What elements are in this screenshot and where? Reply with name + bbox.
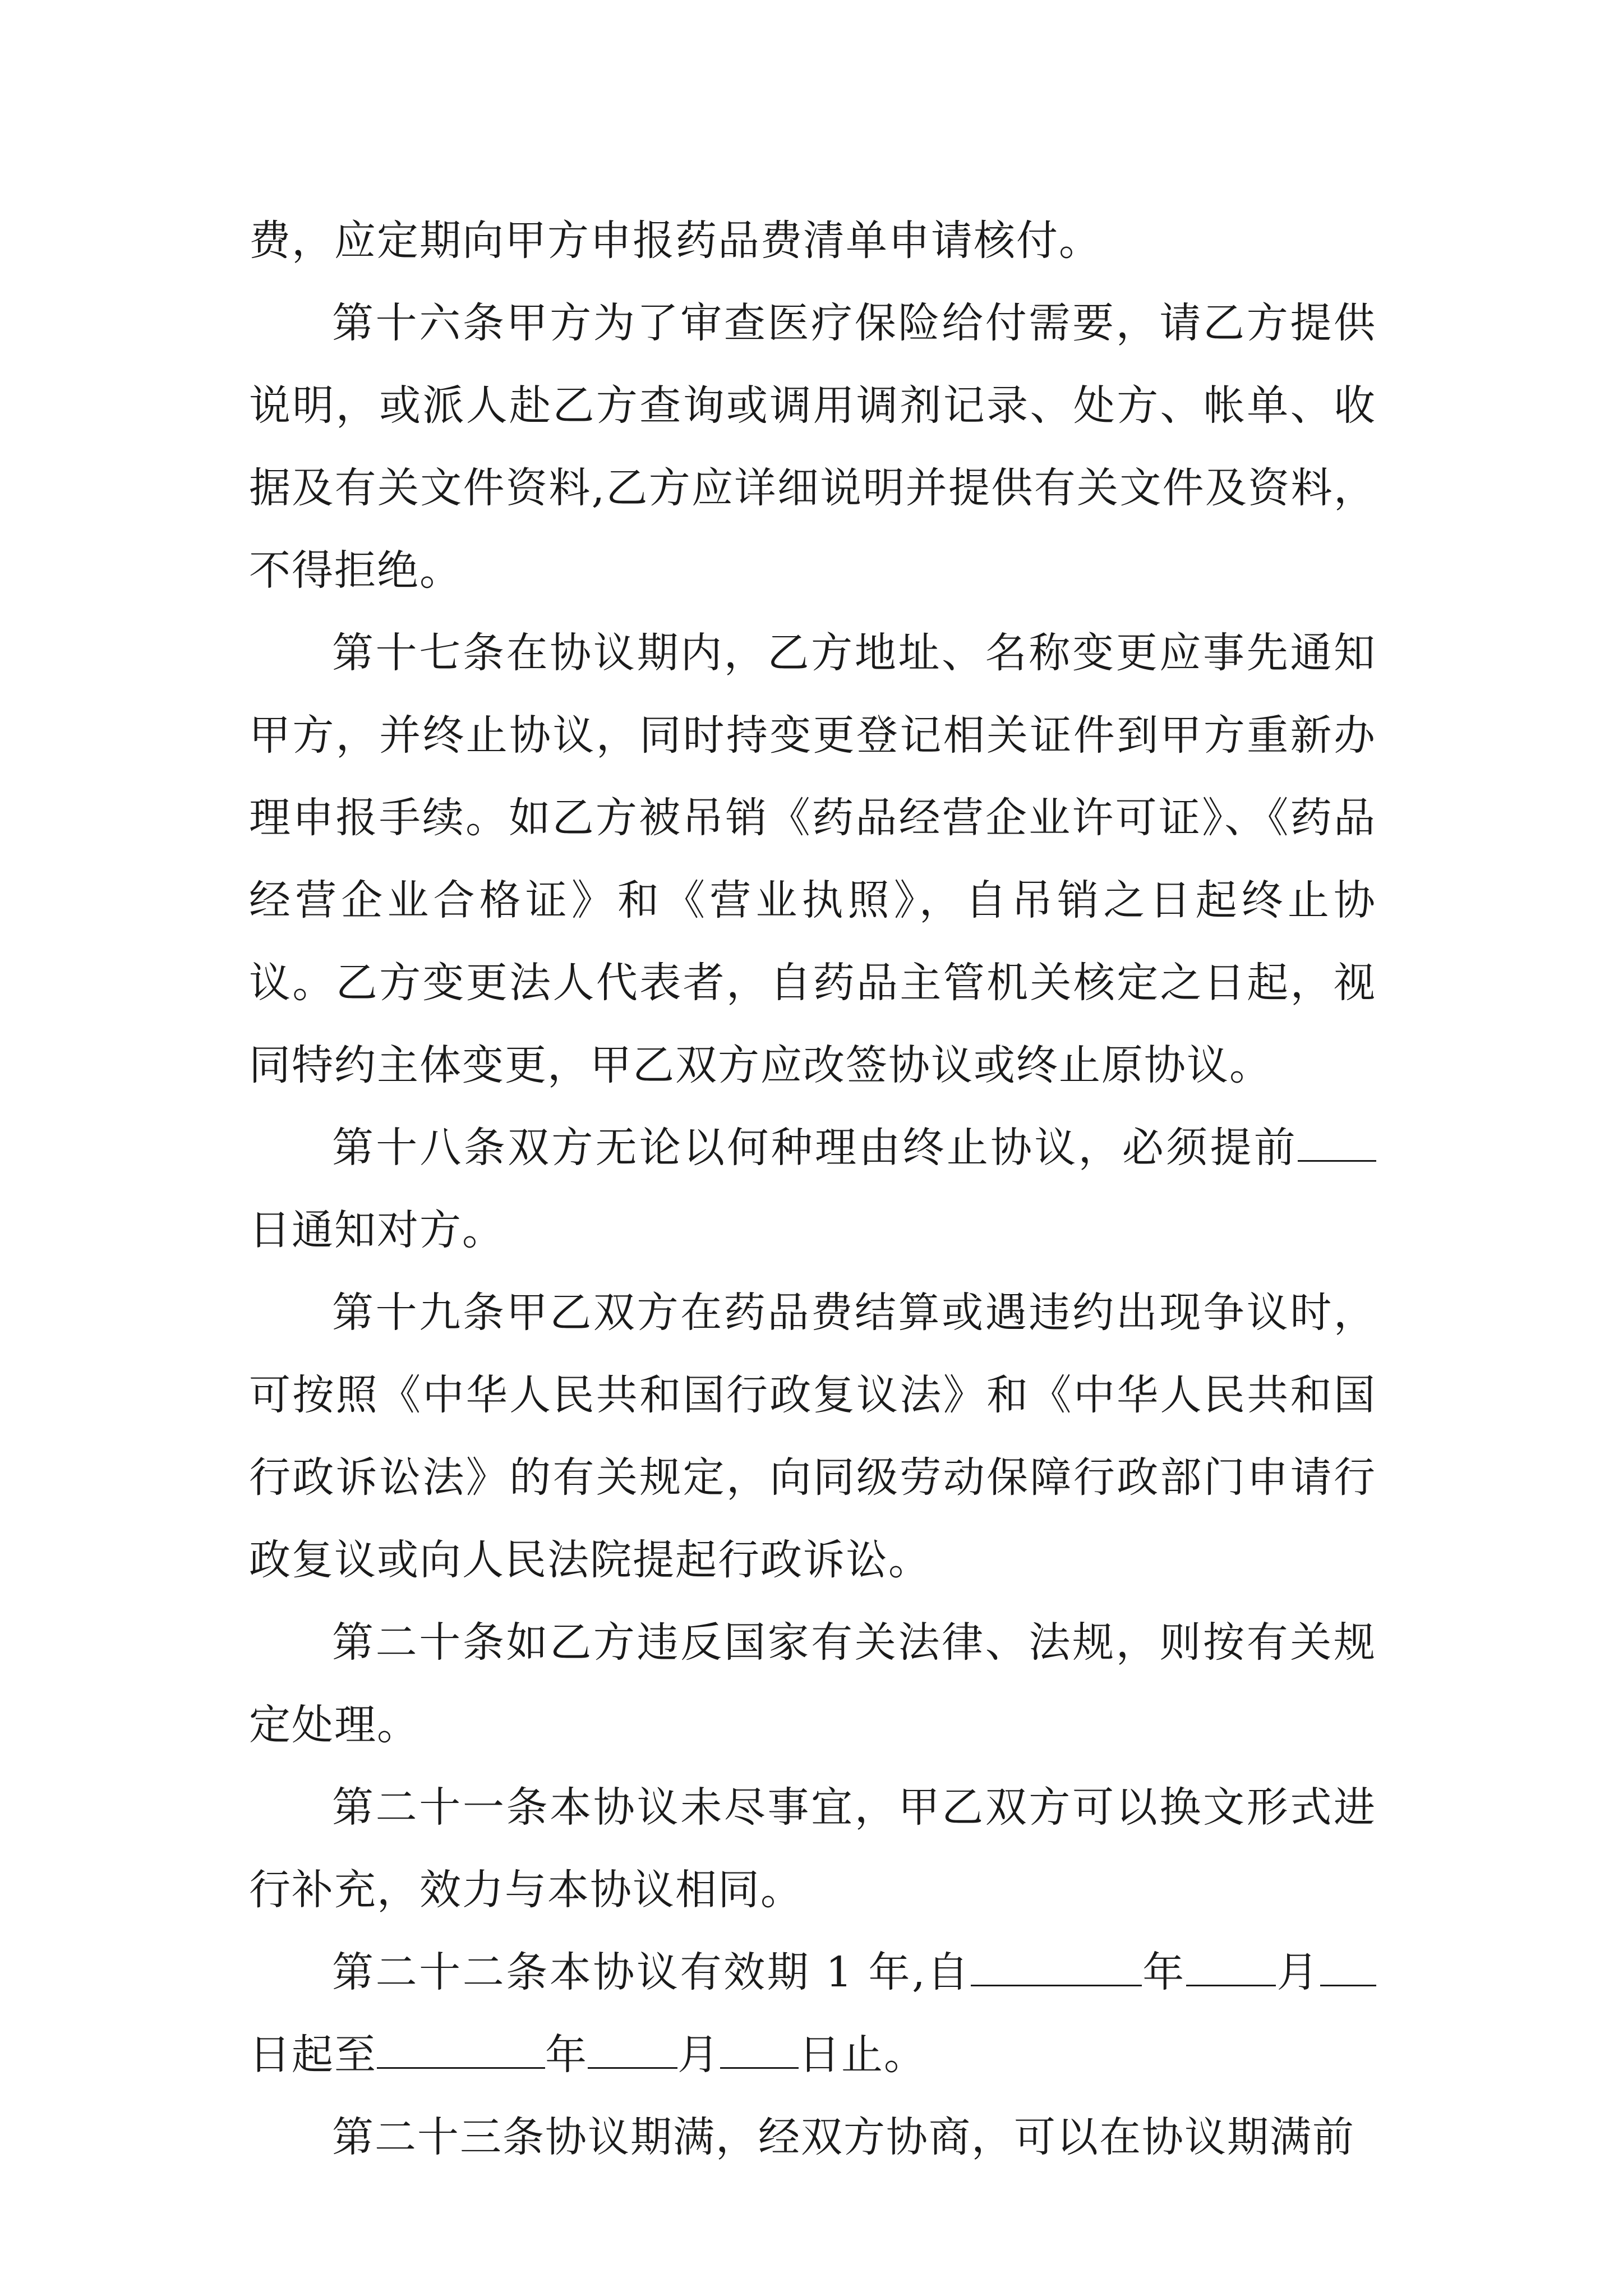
article-18: [249, 1107, 1376, 1272]
fill-blank-start-month[interactable]: [1186, 1951, 1276, 1986]
paragraph-text: 第二十条如乙方违反国家有关法律、法规，则按有关规定处理。: [249, 1618, 1376, 1749]
year-label: 年: [1141, 1948, 1186, 1996]
paragraph-continuation: [249, 200, 1376, 282]
paragraph-text: 第十九条甲乙双方在药品费结算或遇违约出现争议时，可按照《中华人民共和国行政复议法》和《中华人民共和国行政诉讼法》的有关规定，向同级劳动保障行政部门申请行政复议或向人民法院提起行政诉讼。: [249, 1289, 1376, 1584]
paragraph-text: 第十八条双方无论以何种理由终止协议，必须提前: [332, 1124, 1298, 1172]
paragraph-text: 第二十二条本协议有效期 1 年,自: [332, 1948, 971, 1996]
fill-blank-end-month[interactable]: [588, 2033, 677, 2069]
fill-blank-start-year[interactable]: [971, 1951, 1142, 1986]
paragraph-text: 日通知对方。: [249, 1206, 505, 1254]
fill-blank-end-day[interactable]: [720, 2033, 799, 2069]
article-19: [249, 1272, 1376, 1602]
article-16: [249, 282, 1376, 612]
article-22: [249, 1931, 1376, 2096]
month-label: 月: [677, 2031, 720, 2079]
paragraph-text: 日起至: [249, 2031, 377, 2079]
article-17: [249, 612, 1376, 1107]
month-label: 月: [1275, 1948, 1321, 1996]
year-label: 年: [545, 2031, 588, 2079]
paragraph-text: 第二十一条本协议未尽事宜，甲乙双方可以换文形式进行补充，效力与本协议相同。: [249, 1783, 1376, 1914]
paragraph-text: 日止。: [799, 2031, 926, 2079]
article-20: [249, 1602, 1376, 1766]
paragraph-text: 第十六条甲方为了审查医疗保险给付需要，请乙方提供说明，或派人赴乙方查询或调用调剂记录、处方、帐单、收据及有关文件资料,乙方应详细说明并提供有关文件及资料，不得拒绝。: [249, 299, 1376, 595]
paragraph-text: 费，应定期向甲方申报药品费清单申请核付。: [249, 217, 1101, 265]
fill-blank-end-year[interactable]: [377, 2033, 545, 2069]
paragraph-text: 第二十三条协议期满，经双方协商，可以在协议期满前: [332, 2113, 1355, 2161]
fill-blank-days[interactable]: [1298, 1126, 1376, 1162]
fill-blank-start-day[interactable]: [1320, 1951, 1376, 1986]
document-body: [249, 200, 1376, 2179]
article-23: [249, 2096, 1376, 2179]
paragraph-text: 第十七条在协议期内，乙方地址、名称变更应事先通知甲方，并终止协议，同时持变更登记相关证件到甲方重新办理申报手续。如乙方被吊销《药品经营企业许可证》、《药品经营企业合格证》和《营业执照》，自吊销之日起终止协议。乙方变更法人代表者，自药品主管机关核定之日起，视同特约主体变更，甲乙双方应改签协议或终止原协议。: [249, 629, 1376, 1089]
article-21: [249, 1766, 1376, 1931]
